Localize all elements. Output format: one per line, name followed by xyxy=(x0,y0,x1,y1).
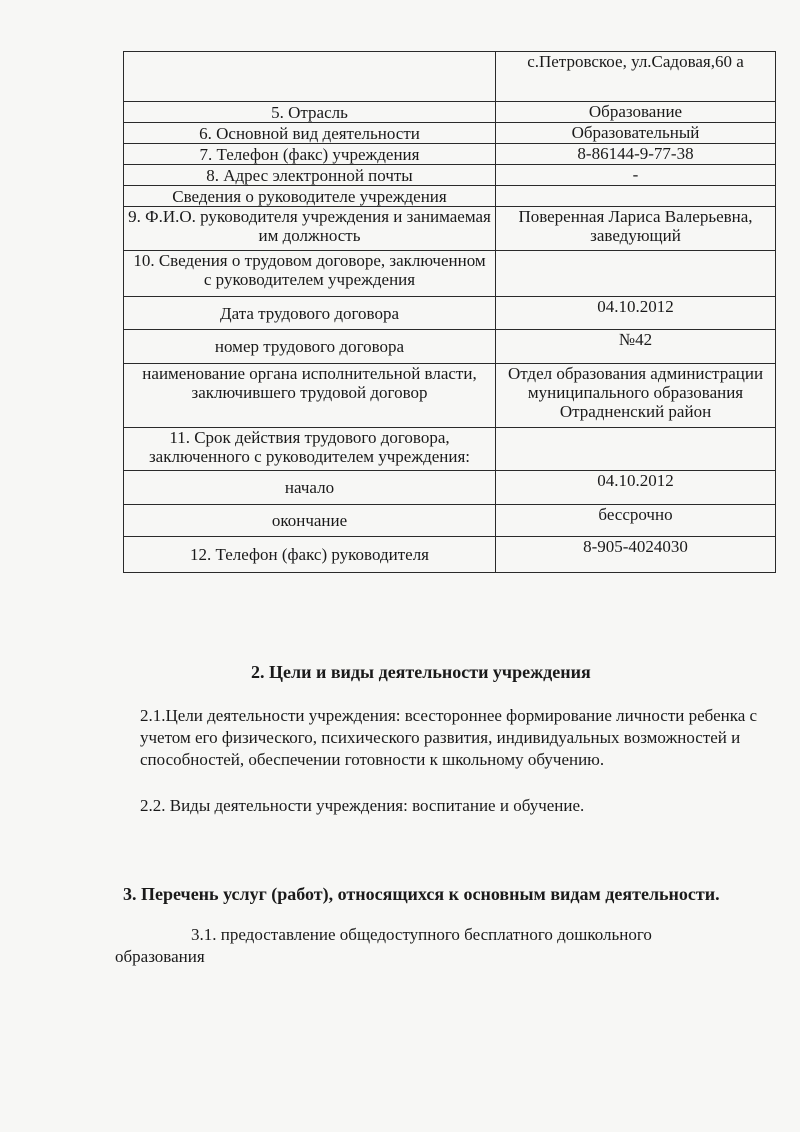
table-row xyxy=(124,207,776,251)
row-label: 7. Телефон (факс) учреждения xyxy=(124,144,496,165)
row-value: - xyxy=(496,165,776,186)
table-row xyxy=(124,52,776,102)
row-value xyxy=(496,428,776,471)
table-row xyxy=(124,537,776,573)
section-2-paragraph-activities: 2.2. Виды деятельности учреждения: воспитание и обучение. xyxy=(140,796,585,815)
row-value: Образование xyxy=(496,102,776,123)
row-value xyxy=(496,251,776,297)
section-3-paragraph-services: 3.1. предоставление общедоступного бесплатного дошкольного образования xyxy=(115,925,652,966)
row-label: Дата трудового договора xyxy=(124,297,496,330)
table-row xyxy=(124,330,776,364)
table-row xyxy=(124,505,776,537)
row-label: 8. Адрес электронной почты xyxy=(124,165,496,186)
table-row xyxy=(124,123,776,144)
row-value: с.Петровское, ул.Садовая,60 а xyxy=(496,52,776,102)
row-value xyxy=(496,186,776,207)
row-value: бессрочно xyxy=(496,505,776,537)
row-value: Образовательный xyxy=(496,123,776,144)
table-row xyxy=(124,297,776,330)
row-label: 6. Основной вид деятельности xyxy=(124,123,496,144)
row-label: Сведения о руководителе учреждения xyxy=(124,186,496,207)
row-label: 12. Телефон (факс) руководителя xyxy=(124,537,496,573)
row-label: 11. Срок действия трудового договора, заключенного с руководителем учреждения: xyxy=(124,428,496,471)
row-label: номер трудового договора xyxy=(124,330,496,364)
section-2-paragraph-goals: 2.1.Цели деятельности учреждения: всестороннее формирование личности ребенка с учетом его физического, психического развития, индивидуальных возможностей и способностей, обеспечении готовности к школьному обучению. xyxy=(140,706,758,769)
row-label: начало xyxy=(124,471,496,505)
row-label: окончание xyxy=(124,505,496,537)
row-value: №42 xyxy=(496,330,776,364)
row-value: 04.10.2012 xyxy=(496,471,776,505)
section-3-title: 3. Перечень услуг (работ), относящихся к основным видам деятельности. xyxy=(123,884,720,904)
table-row xyxy=(124,165,776,186)
table-row xyxy=(124,428,776,471)
institution-info-table xyxy=(123,51,776,573)
row-value: Отдел образования администрации муниципального образования Отрадненский район xyxy=(496,364,776,428)
row-label xyxy=(124,52,496,102)
row-value: 8-86144-9-77-38 xyxy=(496,144,776,165)
row-value: Поверенная Лариса Валерьевна, заведующий xyxy=(496,207,776,251)
row-label: 10. Сведения о трудовом договоре, заключенном с руководителем учреждения xyxy=(124,251,496,297)
table-row xyxy=(124,364,776,428)
section-2-title: 2. Цели и виды деятельности учреждения xyxy=(251,662,591,682)
table-row xyxy=(124,251,776,297)
table-row xyxy=(124,102,776,123)
table-row xyxy=(124,144,776,165)
row-value: 04.10.2012 xyxy=(496,297,776,330)
row-label: наименование органа исполнительной власти, заключившего трудовой договор xyxy=(124,364,496,428)
row-label: 5. Отрасль xyxy=(124,102,496,123)
table-row xyxy=(124,471,776,505)
table-row xyxy=(124,186,776,207)
row-value: 8-905-4024030 xyxy=(496,537,776,573)
row-label: 9. Ф.И.О. руководителя учреждения и занимаемая им должность xyxy=(124,207,496,251)
